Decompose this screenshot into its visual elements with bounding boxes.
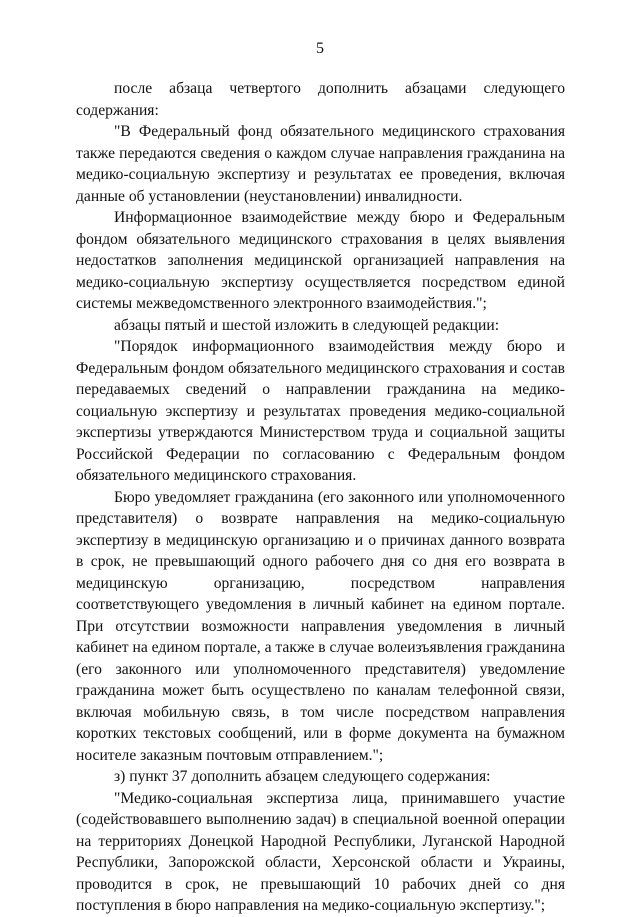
paragraph-4: абзацы пятый и шестой изложить в следующей редакции: <box>114 316 500 334</box>
document-body <box>76 78 565 917</box>
paragraph-5: "Порядок информационного взаимодействия между бюро и Федеральным фондом обязательного медицинского страхования и состав передаваемых сведений о направлении гражданина на медико-социальную экспертизу и результатах проведения медико-социальной экспертизы утверждаются Министерством труда и социальной защиты Российской Федерации по согласованию с Федеральным фондом обязательного медицинского страхования. <box>76 338 565 484</box>
paragraph-3: Информационное взаимодействие между бюро и Федеральным фондом обязательного медицинского страхования в целях выявления недостатков заполнения медицинской организацией направления на медико-социальную экспертизу осуществляется посредством единой системы межведомственного электронного взаимодействия."; <box>76 209 565 312</box>
paragraph-7: з) пункт 37 дополнить абзацем следующего содержания: <box>114 768 491 785</box>
paragraph-6: Бюро уведомляет гражданина (его законного или уполномоченного представителя) о возврате направления на медико-социальную экспертизу в медицинскую организацию и о причинах данного возврата в срок, не превышающий одного рабочего дня со дня его возврата в медицинскую организацию, посредством направления соответствующего уведомления в личный кабинет на едином портале. При отсутствии возможности направления уведомления в личный кабинет на едином портале, а также в случае волеизъявления гражданина (его законного или уполномоченного представителя) уведомление гражданина может быть осуществлено по каналам телефонной связи, включая мобильную связь, в том числе посредством направления коротких текстовых сообщений, или в форме документа на бумажном носителе заказным почтовым отправлением."; <box>76 488 565 764</box>
page-number: 5 <box>316 40 324 57</box>
paragraph-2: "В Федеральный фонд обязательного медицинского страхования также передаются сведения о каждом случае направления гражданина на медико-социальную экспертизу и результатах ее проведения, включая данные об установлении (неустановлении) инвалидности. <box>76 123 565 205</box>
paragraph-8: "Медико-социальная экспертиза лица, принимавшего участие (содействовавшего выполнению задач) в специальной военной операции на территориях Донецкой Народной Республики, Луганской Народной Республики, Запорожской области, Херсонской области и Украины, проводится в срок, не превышающий 10 рабочих дней со дня поступления в бюро направления на медико-социальную экспертизу."; <box>76 789 565 914</box>
paragraph-1: после абзаца четвертого дополнить абзацами следующего содержания: <box>76 80 565 119</box>
